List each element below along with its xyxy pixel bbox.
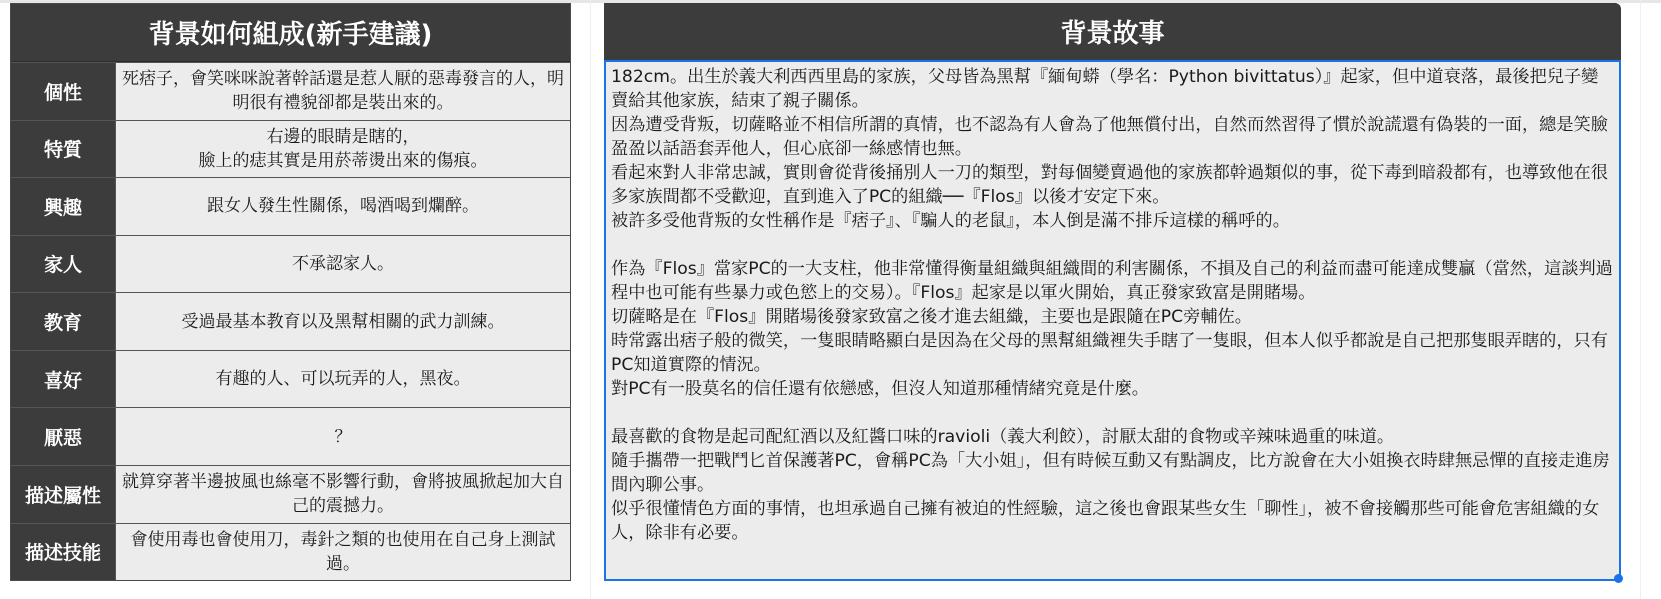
row-value[interactable]: 右邊的眼睛是瞎的， 臉上的痣其實是用菸蒂燙出來的傷痕。	[116, 121, 570, 178]
row-label[interactable]: 厭惡	[11, 408, 116, 465]
table-row-traits	[11, 120, 570, 178]
table-row-interests	[11, 177, 570, 235]
row-value[interactable]: ？	[116, 408, 570, 465]
row-label[interactable]: 家人	[11, 236, 116, 293]
row-value[interactable]: 不承認家人。	[116, 236, 570, 293]
fill-handle[interactable]	[1614, 574, 1623, 583]
table-row-personality	[11, 62, 570, 120]
table-row-family	[11, 235, 570, 293]
row-value[interactable]: 死痞子，會笑咪咪說著幹話還是惹人厭的惡毒發言的人，明明很有禮貌卻都是裝出來的。	[116, 63, 570, 120]
row-label[interactable]: 喜好	[11, 351, 116, 408]
background-composition-table	[10, 3, 571, 581]
table-row-likes	[11, 350, 570, 408]
row-value[interactable]: 會使用毒也會使用刀，毒針之類的也使用在自己身上測試過。	[116, 524, 570, 581]
row-label[interactable]: 興趣	[11, 178, 116, 235]
table-row-dislikes	[11, 407, 570, 465]
row-label[interactable]: 教育	[11, 293, 116, 350]
row-value[interactable]: 有趣的人、可以玩弄的人，黑夜。	[116, 351, 570, 408]
row-label[interactable]: 描述技能	[11, 524, 116, 581]
sheet-gridline	[1640, 0, 1641, 599]
table-row-skills	[11, 523, 570, 581]
table-row-education	[11, 292, 570, 350]
sheet-gridline	[590, 0, 591, 599]
row-label[interactable]: 特質	[11, 121, 116, 178]
background-story-panel	[604, 3, 1621, 581]
row-label[interactable]: 描述屬性	[11, 466, 116, 523]
row-value[interactable]: 就算穿著半邊披風也絲毫不影響行動，會將披風掀起加大自己的震撼力。	[116, 466, 570, 523]
row-label[interactable]: 個性	[11, 63, 116, 120]
row-value[interactable]: 受過最基本教育以及黑幫相關的武力訓練。	[116, 293, 570, 350]
table-row-attributes	[11, 465, 570, 523]
table-title[interactable]: 背景如何組成(新手建議)	[11, 4, 570, 62]
story-title[interactable]: 背景故事	[604, 3, 1621, 60]
row-value[interactable]: 跟女人發生性關係，喝酒喝到爛醉。	[116, 178, 570, 235]
story-cell-selected[interactable]: 182cm。出生於義大利西西里島的家族，父母皆為黑幫『緬甸蟒（學名：Python bivittatus）』起家，但中道衰落，最後把兒子變賣給其他家族，結束了親子關係。 因為遭受背叛，切薩略並不相信所謂的真情，也不認為有人會為了他無償付出，自然而然習得了慣於說謊還有偽裝的一面，總是笑臉盈盈以話語套弄他人，但心底卻一絲感情也無。 看起來對人非常忠誠，實則會從背後捅別人一刀的類型，對每個變賣過他的家族都幹過類似的事，從下毒到暗殺都有，也導致他在很多家族間都不受歡迎，直到進入了PC的組織──『Flos』以後才安定下來。 被許多受他背叛的女性稱作是『痞子』、『騙人的老鼠』，本人倒是滿不排斥這樣的稱呼的。 作為『Flos』當家PC的一大支柱，他非常懂得衡量組織與組織間的利害關係，不損及自己的利益而盡可能達成雙贏（當然，這談判過程中也可能有些暴力或色慾上的交易）。『Flos』起家是以軍火開始，真正發家致富是開賭場。 切薩略是在『Flos』開賭場後發家致富之後才進去組織，主要也是跟隨在PC旁輔佐。 時常露出痞子般的微笑，一隻眼睛略顯白是因為在父母的黑幫組織裡失手瞎了一隻眼，但本人似乎都說是自己把那隻眼弄瞎的，只有PC知道實際的情況。 對PC有一股莫名的信任還有依戀感，但沒人知道那種情緒究竟是什麼。 最喜歡的食物是起司配紅酒以及紅醬口味的ravioli（義大利餃），討厭太甜的食物或辛辣味過重的味道。 隨手攜帶一把戰鬥匕首保護著PC，會稱PC為「大小姐」，但有時候互動又有點調皮，比方說會在大小姐換衣時肆無忌憚的直接走進房間內聊公事。 似乎很懂情色方面的事情，也坦承過自己擁有被迫的性經驗，這之後也會跟某些女生「聊性」，被不會接觸那些可能會危害組織的女人，除非有必要。	[604, 60, 1621, 581]
